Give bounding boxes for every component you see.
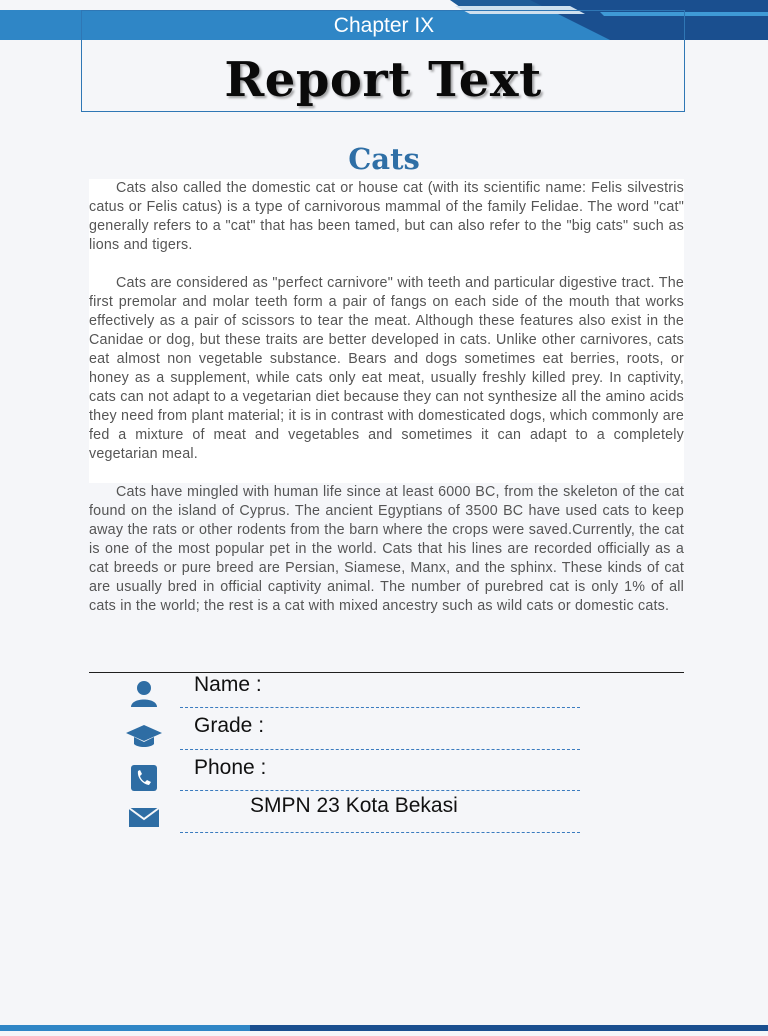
divider [89,672,684,673]
school-name: SMPN 23 Kota Bekasi [250,794,458,817]
phone-field[interactable] [180,790,580,791]
phone-label: Phone : [194,756,267,779]
chapter-label: Chapter IX [333,14,435,37]
envelope-icon [126,804,162,834]
school-field[interactable] [180,832,580,833]
paragraph: Cats also called the domestic cat or house cat (with its scientific name: Felis silvestris catus or Felis catus) is a type of carnivorous mammal of the family Felidae. The word "cat" generally refers to a "cat" that has been tamed, but can also refer to the "big cats" such as lions and tigers. [89,179,684,274]
page-title: Report Text [224,52,542,108]
phone-icon [126,763,162,793]
name-field[interactable] [180,707,580,708]
grade-field[interactable] [180,749,580,750]
grade-label: Grade : [194,714,265,737]
footer-band [0,1018,768,1024]
name-label: Name : [194,673,262,696]
paragraph: Cats are considered as "perfect carnivore" with teeth and particular digestive tract. The first premolar and molar teeth form a pair of fangs on each side of the mouth that works effectively as a pair of scissors to tear the meat. Although these features also exist in the Canidae or dog, but these traits are better developed in cats. Unlike other carnivores, cats eat almost non vegetable substance. Bears and dogs sometimes eat berries, roots, or honey as a supplement, while cats only eat meat, usually freshly killed prey. In captivity, cats can not adapt to a vegetarian diet because they can not synthesize all the amino acids they need from plant material; it is in contrast with domesticated dogs, which commonly are fed a mixture of meat and vegetables and sometimes it can adapt to a completely vegetarian meal. [89,274,684,483]
paragraph: Cats have mingled with human life since at least 6000 BC, from the skeleton of the cat found on the island of Cyprus. The ancient Egyptians of 3500 BC have used cats to keep away the rats or other rodents from the barn where the crops were saved.Currently, the cat is one of the most popular pet in the world. Cats that his lines are recorded officially as a cat breeds or pure breed are Persian, Siamese, Manx, and the sphinx. These kinds of cat are usually bred in official captivity animal. The number of purebred cat is only 1% of all cats in the world; the rest is a cat with mixed ancestry such as wild cats or domestic cats. [89,484,684,614]
person-icon [126,679,162,709]
article-heading: Cats [348,142,420,176]
article-body [89,179,684,616]
graduation-cap-icon [126,722,162,752]
